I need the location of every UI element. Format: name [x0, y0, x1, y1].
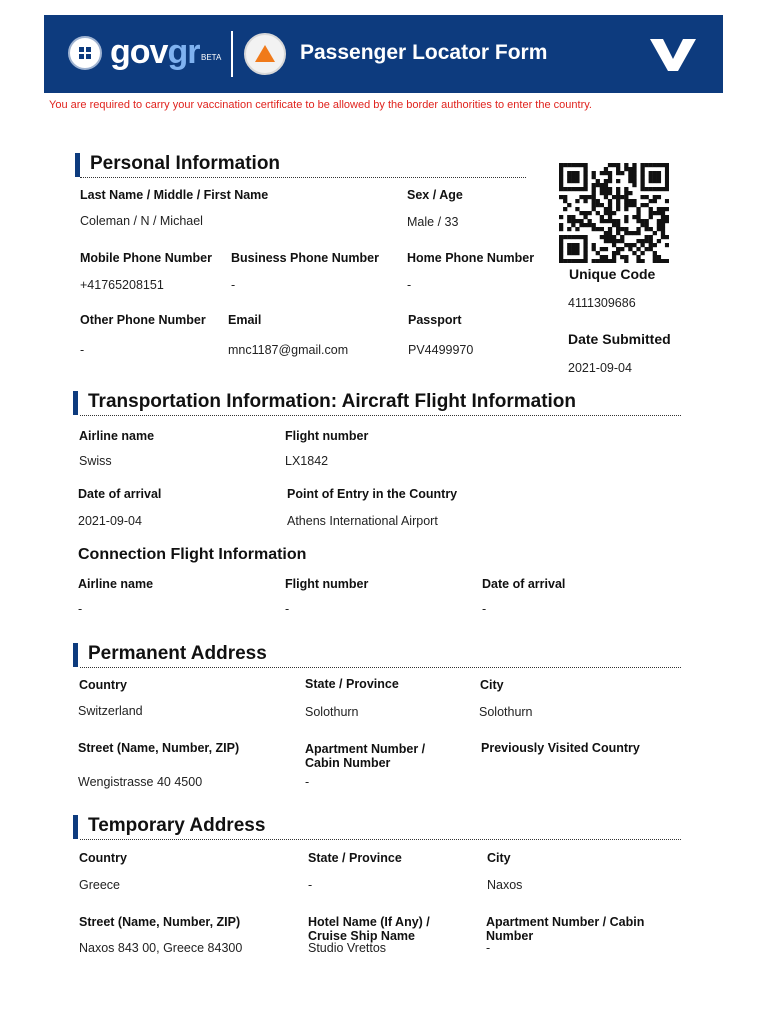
business-phone-value: -	[231, 278, 236, 292]
section-divider	[80, 667, 681, 668]
hotel-name-value: Studio Vrettos	[308, 941, 387, 955]
section-marker	[73, 643, 78, 667]
airline-label: Airline name	[79, 429, 155, 443]
unique-code-label: Unique Code	[569, 266, 656, 282]
connection-airline-label: Airline name	[78, 577, 154, 591]
home-phone-label: Home Phone Number	[407, 251, 535, 265]
permanent-state-value: Solothurn	[305, 705, 359, 719]
permanent-state-label: State / Province	[305, 677, 399, 691]
section-divider	[80, 177, 526, 178]
permanent-apartment-label: Apartment Number / Cabin Number	[305, 742, 426, 770]
temporary-state-value: -	[308, 878, 313, 892]
connection-airline-value: -	[78, 602, 83, 616]
section-title-permanent: Permanent Address	[88, 643, 267, 664]
section-divider	[80, 839, 681, 840]
unique-code-value: 4111309686	[568, 296, 636, 310]
page-title: Passenger Locator Form	[300, 41, 548, 64]
arrival-date-value: 2021-09-04	[78, 514, 142, 528]
hotel-name-label: Hotel Name (If Any) / Cruise Ship Name	[308, 915, 430, 943]
header-divider	[231, 31, 233, 77]
sex-age-label: Sex / Age	[407, 188, 463, 202]
business-phone-label: Business Phone Number	[231, 251, 379, 265]
section-title-personal: Personal Information	[90, 153, 281, 174]
permanent-street-value: Wengistrasse 40 4500	[78, 775, 203, 789]
greek-coat-of-arms-icon	[68, 36, 102, 70]
date-submitted-label: Date Submitted	[568, 331, 671, 347]
temporary-country-label: Country	[79, 851, 127, 865]
connection-flight-label: Flight number	[285, 577, 369, 591]
section-marker	[73, 815, 78, 839]
permanent-country-value: Switzerland	[78, 704, 143, 718]
flight-number-label: Flight number	[285, 429, 369, 443]
passport-label: Passport	[408, 313, 462, 327]
sex-age-value: Male / 33	[407, 215, 459, 229]
permanent-city-label: City	[480, 678, 504, 692]
visited-country-label: Previously Visited Country	[481, 741, 640, 755]
flight-number-value: LX1842	[285, 454, 329, 468]
name-label: Last Name / Middle / First Name	[80, 188, 269, 202]
connection-arrival-value: -	[482, 602, 487, 616]
temporary-street-value: Naxos 843 00, Greece 84300	[79, 941, 243, 955]
permanent-city-value: Solothurn	[479, 705, 533, 719]
temporary-city-label: City	[487, 851, 511, 865]
qr-code-icon	[559, 163, 669, 263]
email-value: mnc1187@gmail.com	[228, 343, 349, 357]
beta-label: BETA	[201, 53, 222, 62]
temporary-state-label: State / Province	[308, 851, 402, 865]
civil-protection-icon	[244, 33, 286, 75]
permanent-apartment-value: -	[305, 775, 310, 789]
email-label: Email	[228, 313, 262, 327]
temporary-city-value: Naxos	[487, 878, 523, 892]
connection-arrival-label: Date of arrival	[482, 577, 566, 591]
section-title-transport: Transportation Information: Aircraft Flight Information	[88, 391, 577, 412]
permanent-street-label: Street (Name, Number, ZIP)	[78, 741, 240, 755]
home-phone-value: -	[407, 278, 412, 292]
airline-value: Swiss	[79, 454, 112, 468]
section-marker	[75, 153, 80, 177]
entry-point-value: Athens International Airport	[287, 514, 438, 528]
govgr-logo: govgr	[110, 33, 200, 71]
other-phone-label: Other Phone Number	[80, 313, 206, 327]
vaccination-notice: You are required to carry your vaccination certificate to be allowed by the border authorities to enter the country.	[49, 99, 592, 111]
arrival-date-label: Date of arrival	[78, 487, 162, 501]
other-phone-value: -	[80, 343, 85, 357]
connection-flight-value: -	[285, 602, 290, 616]
name-value: Coleman / N / Michael	[80, 214, 203, 228]
entry-point-label: Point of Entry in the Country	[287, 487, 458, 501]
date-submitted-value: 2021-09-04	[568, 361, 632, 375]
permanent-country-label: Country	[79, 678, 127, 692]
temporary-apartment-label: Apartment Number / Cabin Number	[486, 915, 645, 943]
temporary-country-value: Greece	[79, 878, 120, 892]
temporary-street-label: Street (Name, Number, ZIP)	[79, 915, 241, 929]
mobile-phone-value: +41765208151	[80, 278, 164, 292]
v-mark-icon	[650, 37, 696, 73]
section-divider	[80, 415, 681, 416]
section-title-connection: Connection Flight Information	[78, 546, 307, 563]
page-header	[44, 15, 723, 93]
section-title-temporary: Temporary Address	[88, 815, 266, 836]
section-marker	[73, 391, 78, 415]
mobile-phone-label: Mobile Phone Number	[80, 251, 212, 265]
passport-value: PV4499970	[408, 343, 474, 357]
temporary-apartment-value: -	[486, 941, 491, 955]
